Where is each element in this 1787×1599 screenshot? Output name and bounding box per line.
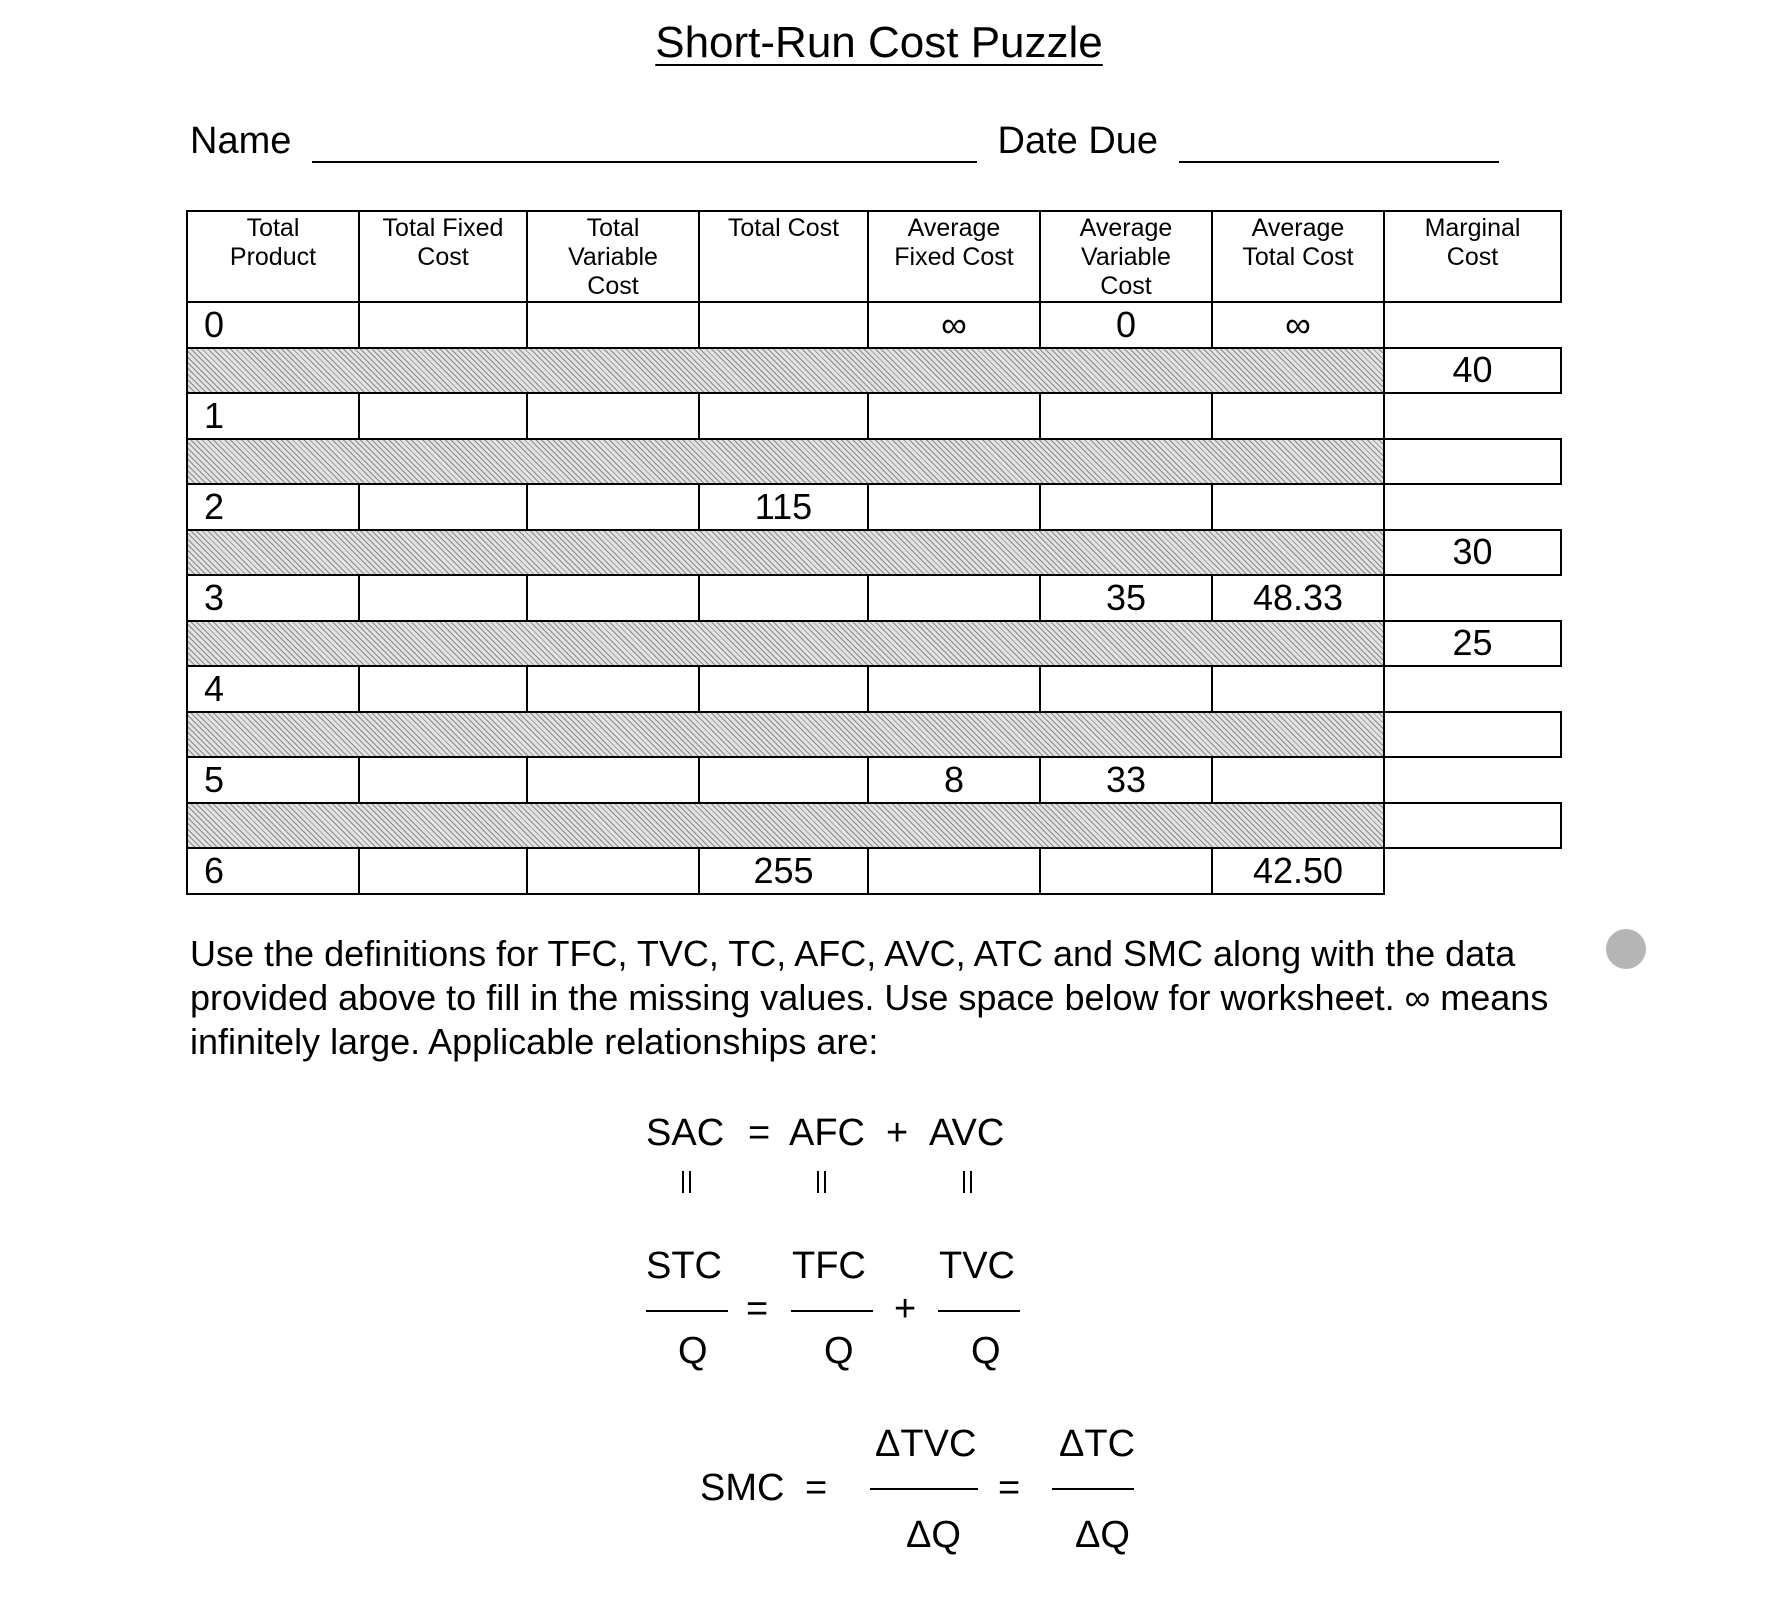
column-header: Total Variable Cost [526, 210, 700, 303]
cell-average-fixed-cost[interactable] [867, 483, 1041, 531]
hatched-separator [186, 438, 1385, 486]
cell-marginal-cost[interactable]: 30 [1383, 529, 1562, 577]
cell-total-cost[interactable] [698, 574, 869, 622]
cell-average-variable-cost[interactable] [1039, 847, 1213, 895]
cell-average-variable-cost[interactable] [1039, 483, 1213, 531]
cell-marginal-cost[interactable] [1383, 711, 1562, 759]
cell-total-variable-cost[interactable] [526, 574, 700, 622]
fraction-bar [870, 1488, 978, 1490]
tfc-label: TFC [792, 1245, 866, 1287]
date-due-blank[interactable] [1179, 125, 1499, 163]
column-header: Total Cost [698, 210, 869, 303]
plus-sign: + [886, 1112, 909, 1154]
cell-average-variable-cost[interactable] [1039, 665, 1213, 713]
cell-average-total-cost[interactable] [1211, 756, 1385, 804]
smc-label: SMC [700, 1467, 785, 1509]
name-label: Name [190, 120, 292, 162]
q-label: Q [678, 1330, 708, 1372]
cell-total-fixed-cost[interactable] [358, 301, 528, 349]
date-due-label: Date Due [997, 120, 1159, 162]
cell-average-variable-cost[interactable]: 35 [1039, 574, 1213, 622]
equals-sign: = [998, 1467, 1021, 1509]
cell-total-product: 6 [186, 847, 360, 895]
equals-sign: = [746, 1288, 769, 1330]
hatched-separator [186, 620, 1385, 668]
delta-tc-label: ΔTC [1059, 1423, 1136, 1465]
cell-average-variable-cost[interactable] [1039, 392, 1213, 440]
cell-average-variable-cost[interactable]: 0 [1039, 301, 1213, 349]
cell-total-cost[interactable]: 115 [698, 483, 869, 531]
cell-total-product: 1 [186, 392, 360, 440]
column-header: Marginal Cost [1383, 210, 1562, 303]
plus-sign: + [894, 1288, 917, 1330]
vertical-equals [963, 1171, 972, 1193]
cost-table [187, 211, 1561, 891]
vertical-equals [817, 1171, 826, 1193]
cell-total-variable-cost[interactable] [526, 483, 700, 531]
cell-total-fixed-cost[interactable] [358, 483, 528, 531]
cell-marginal-cost[interactable] [1383, 802, 1562, 850]
cell-total-fixed-cost[interactable] [358, 756, 528, 804]
cell-average-variable-cost[interactable]: 33 [1039, 756, 1213, 804]
cell-average-fixed-cost[interactable] [867, 574, 1041, 622]
cell-total-variable-cost[interactable] [526, 665, 700, 713]
cell-average-fixed-cost[interactable] [867, 392, 1041, 440]
column-header: Total Product [186, 210, 360, 303]
column-header: Average Variable Cost [1039, 210, 1213, 303]
cell-average-fixed-cost[interactable]: 8 [867, 756, 1041, 804]
name-date-line [190, 120, 1499, 163]
cell-average-fixed-cost[interactable] [867, 665, 1041, 713]
cell-total-fixed-cost[interactable] [358, 847, 528, 895]
avc-label: AVC [929, 1112, 1005, 1154]
cell-average-total-cost[interactable] [1211, 665, 1385, 713]
fraction-bar [1052, 1488, 1134, 1490]
cell-average-total-cost[interactable]: 48.33 [1211, 574, 1385, 622]
fraction-bar [791, 1310, 873, 1312]
vertical-equals [682, 1171, 691, 1193]
hatched-separator [186, 711, 1385, 759]
cell-total-product: 0 [186, 301, 360, 349]
cell-marginal-cost[interactable] [1383, 438, 1562, 486]
sac-label: SAC [646, 1112, 725, 1154]
cell-total-product: 4 [186, 665, 360, 713]
delta-q-label: ΔQ [906, 1514, 961, 1556]
cell-total-variable-cost[interactable] [526, 847, 700, 895]
delta-q-label: ΔQ [1075, 1514, 1130, 1556]
name-blank[interactable] [312, 125, 977, 163]
hatched-separator [186, 529, 1385, 577]
cell-average-fixed-cost[interactable] [867, 847, 1041, 895]
afc-label: AFC [789, 1112, 865, 1154]
cell-total-variable-cost[interactable] [526, 392, 700, 440]
cell-marginal-cost[interactable]: 40 [1383, 347, 1562, 395]
equals-sign: = [805, 1467, 828, 1509]
cell-average-fixed-cost[interactable]: ∞ [867, 301, 1041, 349]
column-header: Average Total Cost [1211, 210, 1385, 303]
tvc-label: TVC [939, 1245, 1015, 1287]
column-header: Total Fixed Cost [358, 210, 528, 303]
cell-total-fixed-cost[interactable] [358, 392, 528, 440]
cell-total-variable-cost[interactable] [526, 301, 700, 349]
column-header: Average Fixed Cost [867, 210, 1041, 303]
cell-average-total-cost[interactable]: 42.50 [1211, 847, 1385, 895]
cell-total-product: 2 [186, 483, 360, 531]
cell-total-variable-cost[interactable] [526, 756, 700, 804]
scroll-indicator-dot [1606, 929, 1646, 969]
fraction-bar [646, 1310, 728, 1312]
cell-total-product: 3 [186, 574, 360, 622]
cell-total-fixed-cost[interactable] [358, 574, 528, 622]
cell-total-cost[interactable] [698, 756, 869, 804]
cell-total-cost[interactable] [698, 665, 869, 713]
cell-total-cost[interactable] [698, 392, 869, 440]
cell-total-fixed-cost[interactable] [358, 665, 528, 713]
fraction-bar [938, 1310, 1020, 1312]
page-title: Short-Run Cost Puzzle [655, 18, 1103, 67]
cell-marginal-cost[interactable]: 25 [1383, 620, 1562, 668]
hatched-separator [186, 347, 1385, 395]
cell-total-cost[interactable]: 255 [698, 847, 869, 895]
q-label: Q [824, 1330, 854, 1372]
stc-label: STC [646, 1245, 722, 1287]
cell-total-product: 5 [186, 756, 360, 804]
hatched-separator [186, 802, 1385, 850]
cell-total-cost[interactable] [698, 301, 869, 349]
cell-average-total-cost[interactable]: ∞ [1211, 301, 1385, 349]
q-label: Q [971, 1330, 1001, 1372]
instructions: Use the definitions for TFC, TVC, TC, AFC, AVC, ATC and SMC along with the data provided above to fill in the missing values. Use space below for worksheet. ∞ means infinitely large. Applicable relationships are: [190, 933, 1549, 1062]
equals-sign: = [748, 1112, 771, 1154]
delta-tvc-label: ΔTVC [875, 1423, 977, 1465]
cell-average-total-cost[interactable] [1211, 392, 1385, 440]
cell-average-total-cost[interactable] [1211, 483, 1385, 531]
